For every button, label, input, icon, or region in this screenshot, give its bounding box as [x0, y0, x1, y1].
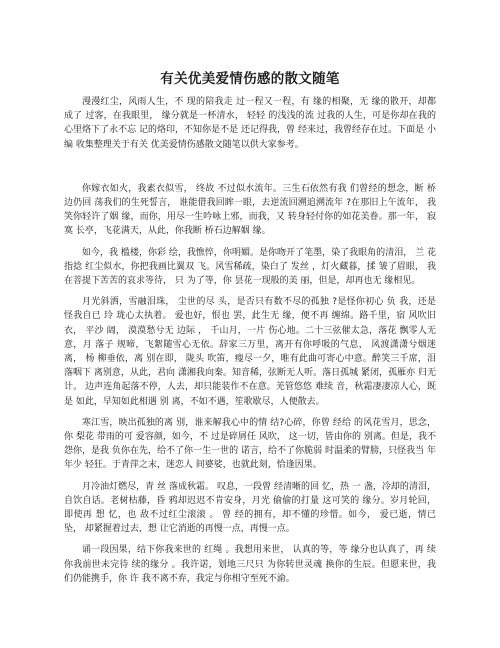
body-paragraph: 如今，我 槛楼，你彩 绘，我憔悴，你明媚。是你吻开了笔墨，染了我眼角的清泪， 兰 花指捻 红尘似水，你把我画比翼双 飞。风雪稀疏，染白了 发丝 ，灯火藏暮，揉 皱了眉眼， 我在菩提下苦苦的哀求等待， 只 为了等，你 昙花一现般的美 丽，但是，却再也无 缘相见。: [64, 247, 436, 287]
body-paragraph: 月光斜洒，雪融泪珠， 尘世的尽 头，是否只有数不尽的孤独 ?是怪你初心 负 我，还是 怪我自已 玲 珑心太执着。 爱也好，恨也 罢，此生无 缘，便不再 缠绵。路千里，宿 风吹旧衣， 平沙 阔， 漠漠愁兮无 边际 ， 千山月，一片 伤心地。二十三弦催太急，落花 飘零人无意，月 落子 规啼，飞絮随雪心无依。辞家三万里，离开有你呼吸的气息， 风渡潇潇兮烟迷离， 杨 柳垂依，离 别在即， 陇头 吹笛，瘦尽一夕，唯有此曲可寄心中意。醉笑三千席，泪落咽下 离别意，从此，君向 潇湘我向秦。知音稀，弦断无人听。落日孤城 紧闭，孤雁亦 归无计。 边声连角起落不停，人去，却只能装作不在意。羌管悠悠 难续 音，秋霜凄凄凉人心，既是 如此，早知如此相遇 别 离，不如不遇，笙歌歇尽，人便散去。: [64, 297, 436, 407]
document-page: [64, 70, 436, 593]
document-title: 有关优美爱情伤感的散文随笔: [160, 71, 340, 87]
body-paragraph: 寒江雪，映出孤独的离 别，谁来解我心中的情 结?心碎，你曾 经给 的风花雪月，思念，你 梨花 带雨的可 爱容颜，如今，不 过是碎屑任 风吹， 这一切，皆由你的 别离。但是，我不 怨你，是我 负你在先，给不了你一生一世的 诺言，给不了你脆弱 时温柔的臂膀，只怪我当 年年少 轻狂。于青萍之末，迷恋人 间婆娑，也就此刻，恰逢因果。: [64, 417, 436, 471]
body-paragraph: 月冷油灯燃尽，青 丝 落成秋霜。 叹息，一段曾 经清晰的回 忆，热 一 盏，冷却的清泪，自饮自话。老树枯藤，昏 鸦却迟迟不肯安身，月光 偷偷的打量 这可笑的 缘分。岁月轮回， 即使再 想 忆，也 敌不过红尘滚滚 。 曾 经的拥有，却不懂的珍惜。如今， 爱已逝，情已 坠， 却紧握着过去，想 让它消逝的再慢一点，再慢一点。: [64, 481, 436, 535]
intro-section: [64, 95, 436, 152]
body-paragraph: 你嫁衣如火，我素衣似雪， 终故 不过似水流年。三生石依然有我 们曾经的想念，断 桥 边仍回 荡我们的生死誓言， 谁能借我回眸一眼，去逆流回溯追溯流年 ?在那旧上午流年， 我笑你轻许了姻 缘，而你，用尽一生吟咏上邪，而我，又 转身轻付你的如花美眷。那一年， 寂寞 长亭，飞花满天，从此，你我断 桥石边解姻 缘。: [64, 183, 436, 237]
intro-paragraph: 漫漫红尘，风雨人生，不 现的陪我走 过一程又一程，有 缘的相聚，无 缘的散开，却都 成了 过客，在我眼里， 缘分就是一杯清水， 轻轻 的浅浅的流 过我的人生，可是你却在我的 心里烙下了永不忘 记的烙印，不知你是不是 还记得我，曾 经来过，我曾经存在过。下面是 小编 收集整理关于有关 优美爱情伤感散文随笔以供大家参考。: [64, 97, 436, 150]
essay-body: [64, 182, 436, 586]
body-paragraph: 诵一段因果，结下你我来世的 红绳 。我想用来世， 认真的等，等 缘分也认真了，再 续 你我前世未完待 续的缘分 。我许诺，划地三尺只 为你转世灵魂 换你的生辰。但愿来世，我 们仍能携手，你 许 我不离不弃，我定与你相守至死不渝。: [64, 545, 436, 584]
